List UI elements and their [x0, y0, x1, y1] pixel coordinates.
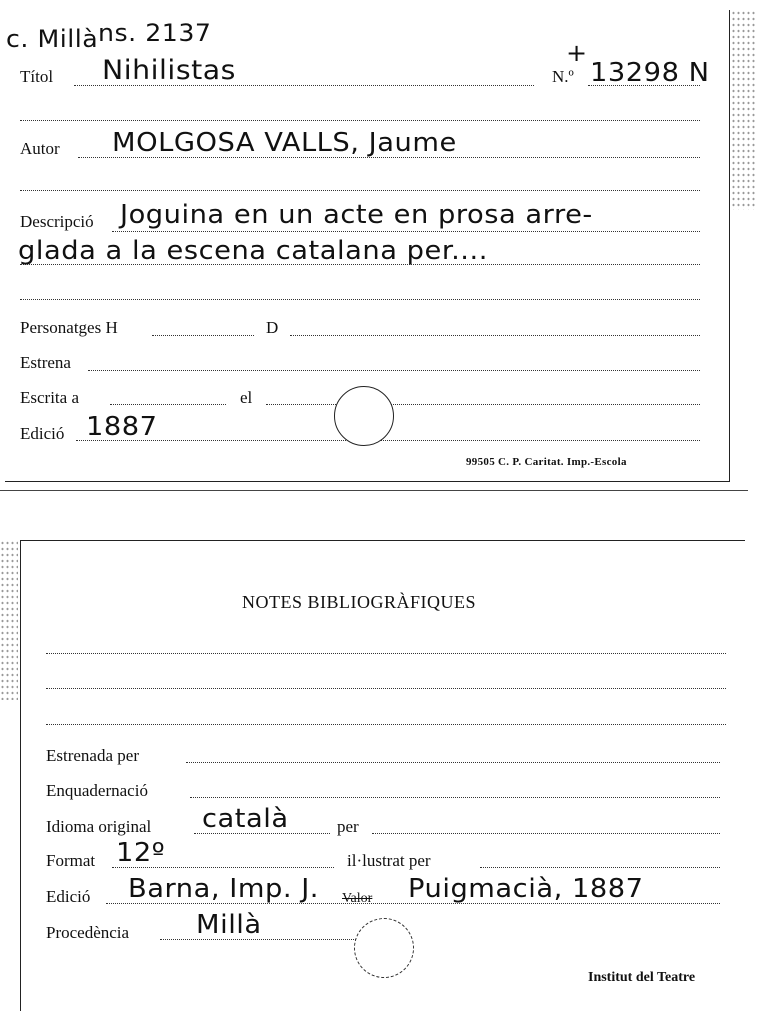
edition-label: Edició [20, 424, 65, 443]
reference-note: c. Millà [6, 25, 99, 53]
punch-hole-back [354, 918, 414, 978]
punch-hole-front [334, 386, 394, 446]
title-value: Nihilistas [102, 55, 236, 86]
author-continuation-line [20, 190, 700, 191]
notes-line-2 [46, 688, 726, 689]
original-language-value: català [202, 804, 289, 834]
edition-label-back: Edició [46, 887, 91, 906]
illustrated-line [480, 867, 720, 868]
written-place-line [110, 404, 226, 405]
description-line-3 [20, 299, 700, 300]
characters-d-line [290, 335, 700, 336]
format-value: 12º [116, 838, 166, 868]
title-continuation-line [20, 120, 700, 121]
manuscript-number: ns. 2137 [98, 19, 212, 47]
number-label: N.º [552, 67, 574, 86]
author-value: MOLGOSA VALLS, Jaume [112, 128, 457, 158]
illustrated-label: il·lustrat per [347, 851, 431, 870]
per-line [372, 833, 720, 834]
provenance-label: Procedència [46, 923, 130, 942]
binding-line [190, 797, 720, 798]
written-date-line [266, 404, 700, 405]
scan-noise-left [0, 540, 18, 700]
characters-d-label: D [266, 318, 279, 337]
premiere-line [88, 370, 700, 371]
binding-label: Enquadernació [46, 781, 148, 800]
premiered-by-line [186, 762, 720, 763]
format-label: Format [46, 851, 96, 870]
per-label: per [337, 817, 359, 836]
characters-label: Personatges H [20, 318, 118, 337]
number-mark: + [566, 39, 588, 67]
notes-line-3 [46, 724, 726, 725]
premiere-label: Estrena [20, 353, 71, 372]
edition-value-part2: Puigmacià, 1887 [408, 874, 644, 904]
notes-line-1 [46, 653, 726, 654]
value-label: Valor [342, 891, 373, 906]
card-separator [0, 490, 748, 491]
characters-h-line [152, 335, 254, 336]
number-value: 13298 N [590, 58, 710, 88]
provenance-value: Millà [196, 910, 262, 940]
written-label: Escrita a [20, 388, 79, 407]
printer-note: 99505 C. P. Caritat. Imp.-Escola [466, 456, 627, 468]
description-value-1: Joguina en un acte en prosa arre- [120, 200, 593, 230]
description-value-2: glada a la escena catalana per.... [18, 236, 488, 266]
premiered-by-label: Estrenada per [46, 746, 139, 765]
edition-value-part1: Barna, Imp. J. [128, 874, 320, 904]
title-label: Títol [20, 67, 54, 86]
notes-heading: NOTES BIBLIOGRÀFIQUES [242, 592, 477, 612]
author-label: Autor [20, 139, 60, 158]
edition-value: 1887 [86, 412, 158, 442]
description-label: Descripció [20, 212, 94, 231]
scan-noise-right [731, 10, 757, 210]
edition-line [76, 440, 700, 441]
institution-label: Institut del Teatre [588, 970, 696, 985]
description-line-1 [112, 231, 700, 232]
original-language-label: Idioma original [46, 817, 152, 836]
written-el-label: el [240, 388, 253, 407]
